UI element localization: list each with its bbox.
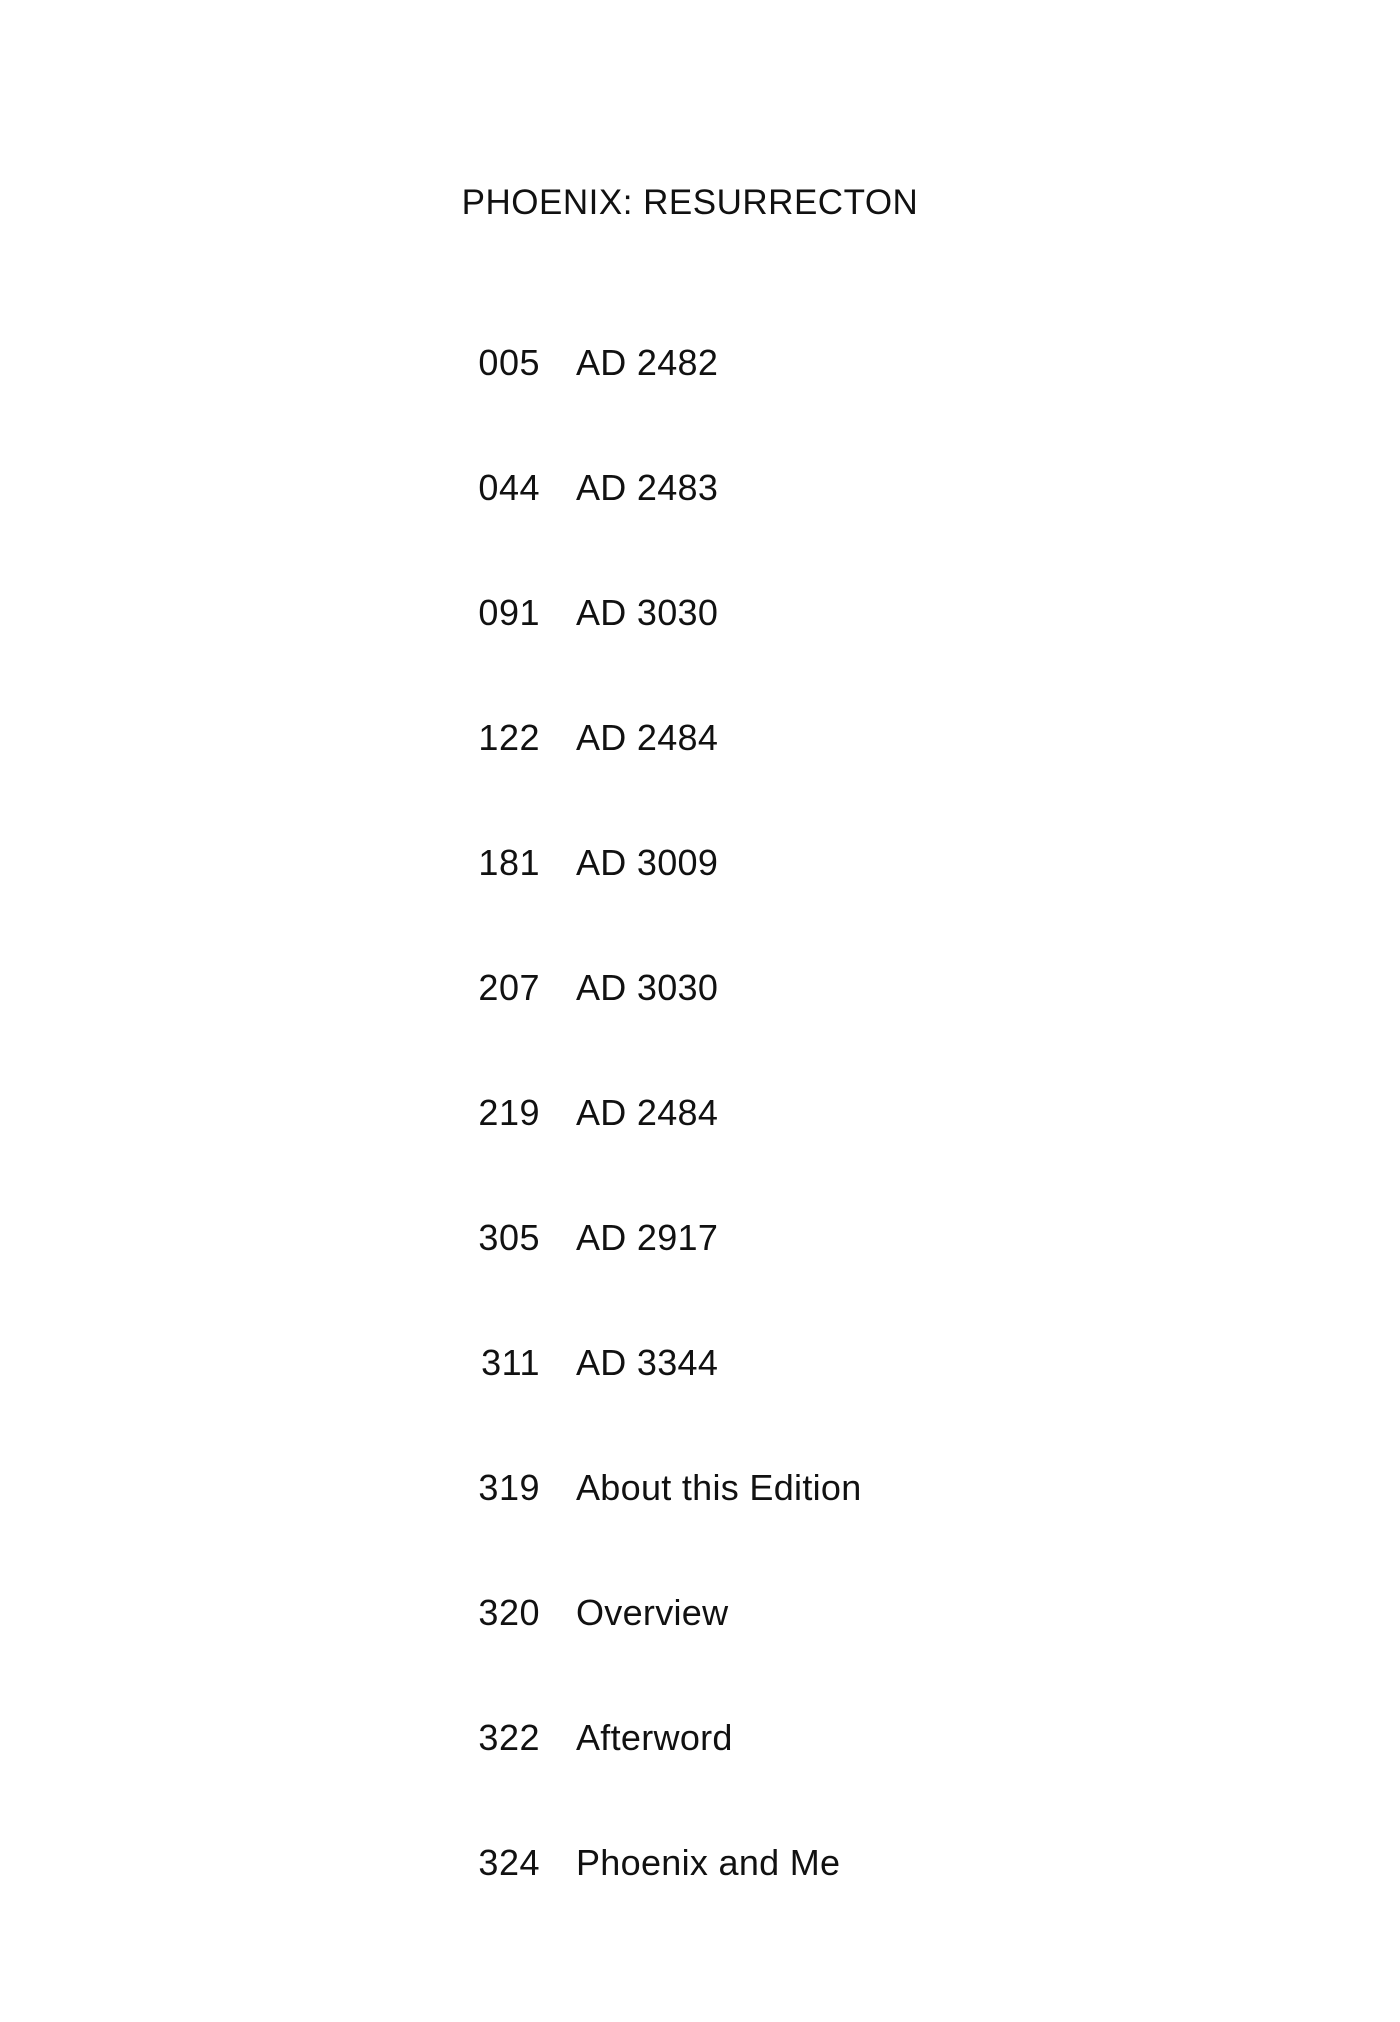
- toc-entry-label: Overview: [576, 1592, 729, 1633]
- toc-entry-label: AD 2484: [576, 1092, 719, 1133]
- toc-entry-label: AD 3030: [576, 592, 719, 633]
- toc-page-number: 181: [478, 842, 540, 883]
- toc-page-number: 324: [478, 1842, 540, 1883]
- toc-entry-label: AD 2917: [576, 1217, 719, 1258]
- toc-entry-label: Afterword: [576, 1717, 733, 1758]
- table-of-contents: [0, 300, 1400, 1925]
- toc-page-number: 219: [478, 1092, 540, 1133]
- toc-page-number: 305: [478, 1217, 540, 1258]
- toc-page-number: 319: [478, 1467, 540, 1508]
- toc-page-number: 311: [481, 1342, 540, 1383]
- toc-entry[interactable]: [0, 1425, 1400, 1550]
- toc-entry-label: AD 3030: [576, 967, 719, 1008]
- toc-entry[interactable]: [0, 300, 1400, 425]
- toc-entry[interactable]: [0, 1175, 1400, 1300]
- toc-entry[interactable]: [0, 1675, 1400, 1800]
- toc-page-number: 091: [478, 592, 540, 633]
- toc-entry[interactable]: [0, 550, 1400, 675]
- toc-page-number: 207: [478, 967, 540, 1008]
- toc-entry-label: AD 2484: [576, 717, 719, 758]
- toc-entry[interactable]: [0, 1550, 1400, 1675]
- toc-entry[interactable]: [0, 925, 1400, 1050]
- toc-entry[interactable]: [0, 425, 1400, 550]
- toc-entry[interactable]: [0, 800, 1400, 925]
- toc-entry-label: About this Edition: [576, 1467, 862, 1508]
- toc-page-number: 044: [478, 467, 540, 508]
- toc-entry[interactable]: [0, 675, 1400, 800]
- toc-entry[interactable]: [0, 1050, 1400, 1175]
- toc-page-number: 005: [478, 342, 540, 383]
- toc-entry-label: AD 3344: [576, 1342, 719, 1383]
- toc-entry-label: AD 2482: [576, 342, 719, 383]
- toc-entry-label: AD 3009: [576, 842, 719, 883]
- toc-entry-label: Phoenix and Me: [576, 1842, 841, 1883]
- toc-page-number: 322: [478, 1717, 540, 1758]
- toc-entry[interactable]: [0, 1300, 1400, 1425]
- toc-page-number: 122: [478, 717, 540, 758]
- toc-entry-label: AD 2483: [576, 467, 719, 508]
- toc-page-number: 320: [478, 1592, 540, 1633]
- toc-entry[interactable]: [0, 1800, 1400, 1925]
- page-title: PHOENIX: RESURRECTON: [461, 183, 919, 222]
